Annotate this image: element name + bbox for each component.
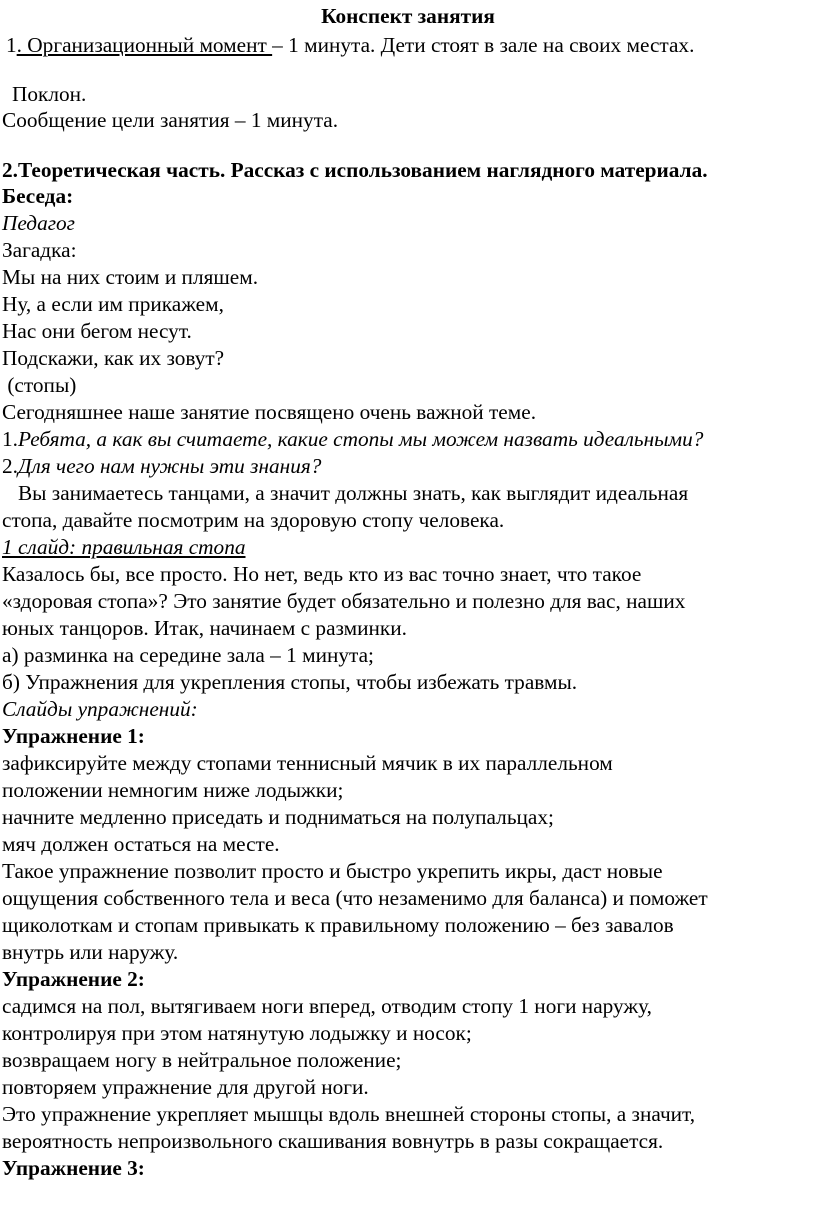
riddle-line: Подскажи, как их зовут? xyxy=(2,346,225,370)
question-2-number: 2. xyxy=(2,454,18,478)
exercise-2-title: Упражнение 2: xyxy=(2,967,145,991)
warmup-item-a: а) разминка на середине зала – 1 минута; xyxy=(2,643,374,667)
slide-1-caption: 1 слайд: правильная стопа xyxy=(2,535,246,559)
teacher-label: Педагог xyxy=(2,211,75,235)
exercise-2-line: садимся на пол, вытягиваем ноги вперед, отводим стопу 1 ноги наружу, xyxy=(2,994,652,1018)
exercise-2-line: вероятность непроизвольного скашивания вовнутрь в разы сокращается. xyxy=(2,1129,664,1153)
warmup-item-b: б) Упражнения для укрепления стопы, чтобы избежать травмы. xyxy=(2,670,578,694)
exercise-1-line: зафиксируйте между стопами теннисный мячик в их параллельном xyxy=(2,751,613,775)
exercise-1-line: ощущения собственного тела и веса (что незаменимо для баланса) и поможет xyxy=(2,886,708,910)
exercise-1-line: положении немногим ниже лодыжки; xyxy=(2,778,344,802)
riddle-answer: (стопы) xyxy=(2,373,77,397)
document-title: Конспект занятия xyxy=(321,4,495,28)
exercise-2-line: возвращаем ногу в нейтральное положение; xyxy=(2,1048,402,1072)
paragraph-line: стопа, давайте посмотрим на здоровую стопу человека. xyxy=(2,508,505,532)
section-1-number: 1 xyxy=(6,33,17,57)
exercise-1-line: мяч должен остаться на месте. xyxy=(2,832,280,856)
exercise-3-title: Упражнение 3: xyxy=(2,1156,145,1180)
exercise-1-line: начните медленно приседать и подниматься на полупальцах; xyxy=(2,805,554,829)
riddle-line: Нас они бегом несут. xyxy=(2,319,192,343)
paragraph-line: юных танцоров. Итак, начинаем с разминки. xyxy=(2,616,407,640)
paragraph-line: Вы занимаетесь танцами, а значит должны знать, как выглядит идеальная xyxy=(2,481,689,505)
exercise-1-title: Упражнение 1: xyxy=(2,724,145,748)
riddle-label: Загадка: xyxy=(2,238,77,262)
exercise-2-line: контролируя при этом натянутую лодыжку и носок; xyxy=(2,1021,472,1045)
section-1-title: . Организационный момент xyxy=(16,33,273,57)
question-1-number: 1. xyxy=(2,427,18,451)
exercise-1-line: внутрь или наружу. xyxy=(2,940,179,964)
question-1 xyxy=(2,426,703,452)
goal-line: Сообщение цели занятия – 1 минута. xyxy=(2,108,339,132)
exercise-1-line: щиколоткам и стопам привыкать к правильному положению – без завалов xyxy=(2,913,674,937)
section-1-line xyxy=(6,32,694,58)
question-2-text: Для чего нам нужны эти знания? xyxy=(17,454,322,478)
bow-line: Поклон. xyxy=(12,82,87,106)
slides-label: Слайды упражнений: xyxy=(2,697,198,721)
exercise-1-line: Такое упражнение позволит просто и быстро укрепить икры, даст новые xyxy=(2,859,663,883)
riddle-line: Ну, а если им прикажем, xyxy=(2,292,224,316)
paragraph-line: «здоровая стопа»? Это занятие будет обязательно и полезно для вас, наших xyxy=(2,589,686,613)
section-1-text: – 1 минута. Дети стоят в зале на своих местах. xyxy=(272,33,695,57)
paragraph-line: Казалось бы, все просто. Но нет, ведь кто из вас точно знает, что такое xyxy=(2,562,642,586)
talk-label: Беседа: xyxy=(2,184,74,208)
exercise-2-line: Это упражнение укрепляет мышцы вдоль внешней стороны стопы, а значит, xyxy=(2,1102,696,1126)
exercise-2-line: повторяем упражнение для другой ноги. xyxy=(2,1075,369,1099)
question-1-text: Ребята, а как вы считаете, какие стопы мы можем назвать идеальными? xyxy=(17,427,704,451)
section-2-heading: 2.Теоретическая часть. Рассказ с использованием наглядного материала. xyxy=(2,158,708,182)
today-line: Сегодняшнее наше занятие посвящено очень важной теме. xyxy=(2,400,537,424)
riddle-line: Мы на них стоим и пляшем. xyxy=(2,265,259,289)
question-2 xyxy=(2,453,321,479)
